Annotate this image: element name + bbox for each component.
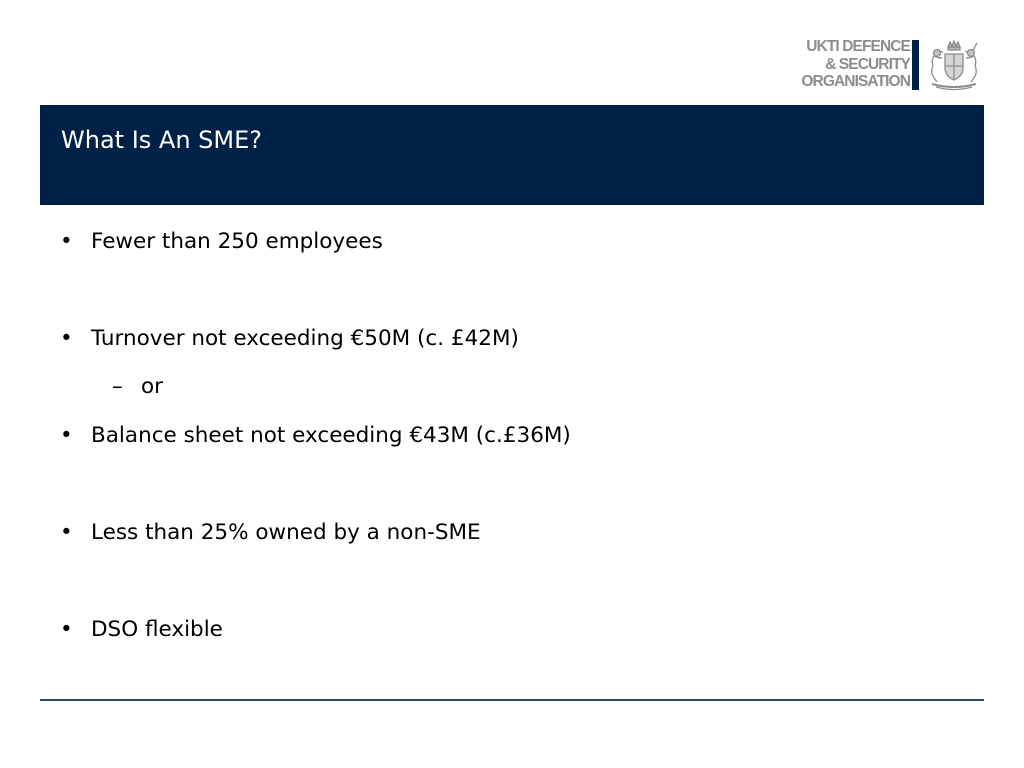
bullet-item	[60, 615, 223, 645]
bullet-marker: •	[60, 617, 73, 642]
sub-bullet-item	[112, 372, 163, 402]
slide-title: What Is An SME?	[61, 126, 262, 154]
logo-line-2: & SECURITY	[825, 55, 910, 73]
logo-line-3: ORGANISATION	[801, 73, 910, 90]
sub-bullet-text: or	[141, 374, 163, 399]
bullet-text: Less than 25% owned by a non-SME	[91, 520, 481, 545]
royal-coat-of-arms-icon	[924, 38, 984, 92]
bullet-item	[60, 324, 519, 354]
bullet-item	[60, 518, 481, 548]
logo-divider-bar	[912, 40, 919, 90]
bullet-marker: •	[60, 326, 73, 351]
bullet-text: DSO flexible	[91, 617, 223, 642]
ukti-dso-logo	[790, 38, 986, 94]
bullet-marker: •	[60, 520, 73, 545]
logo-line-1: UKTI DEFENCE	[806, 38, 910, 55]
logo-wordmark	[801, 38, 910, 91]
footer-rule	[40, 699, 984, 701]
sub-bullet-marker: –	[112, 374, 123, 399]
bullet-marker: •	[60, 423, 73, 448]
bullet-text: Turnover not exceeding €50M (c. £42M)	[91, 326, 519, 351]
bullet-item	[60, 227, 383, 257]
bullet-marker: •	[60, 229, 73, 254]
bullet-item	[60, 421, 571, 451]
bullet-text: Fewer than 250 employees	[91, 229, 383, 254]
title-bar	[40, 105, 984, 205]
bullet-text: Balance sheet not exceeding €43M (c.£36M)	[91, 423, 571, 448]
